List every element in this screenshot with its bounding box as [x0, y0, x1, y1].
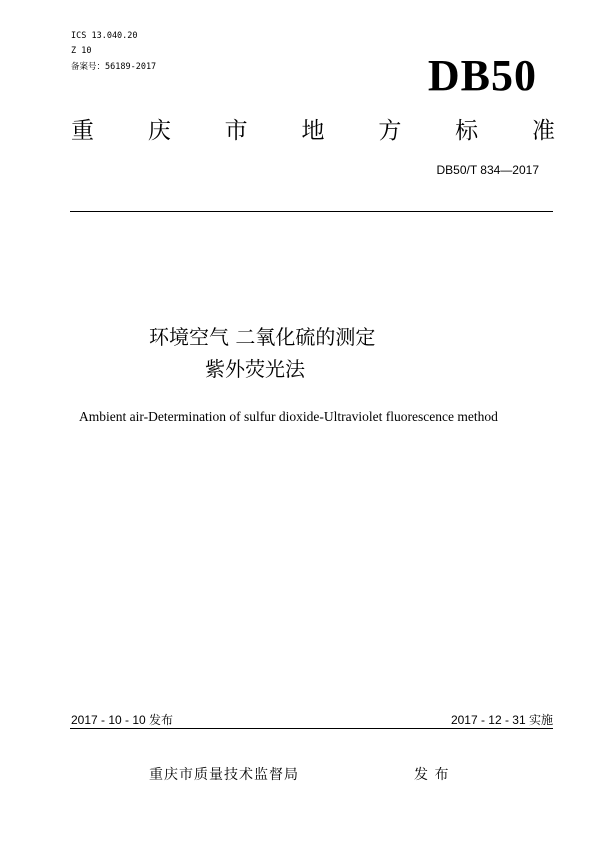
- implement-date: 2017 - 12 - 31 实施: [450, 713, 553, 727]
- category-char: 庆: [147, 118, 171, 144]
- category-char: 标: [455, 118, 479, 144]
- bottom-divider: [70, 728, 553, 729]
- category-char: 方: [378, 118, 402, 144]
- ics-code: ICS 13.040.20: [71, 31, 138, 41]
- category-char: 重: [71, 118, 94, 144]
- category-char: 地: [301, 118, 325, 144]
- title-chinese-line2: 紫外荧光法: [205, 357, 305, 381]
- category-char: 市: [224, 118, 248, 144]
- category-char: 准: [531, 118, 555, 144]
- standard-code-logo: DB50: [427, 51, 537, 100]
- publish-date: 2017 - 10 - 10 发布: [71, 713, 174, 727]
- record-number: 备案号：56189-2017: [71, 62, 157, 72]
- title-english: Ambient air-Determination of sulfur dioxide-Ultraviolet fluorescence method: [79, 409, 498, 424]
- standard-category: [71, 116, 555, 146]
- top-divider: [70, 211, 553, 212]
- ccs-code: Z 10: [71, 46, 92, 56]
- issue-label: 发 布: [414, 767, 450, 783]
- issuing-authority: 重庆市质量技术监督局: [149, 767, 299, 783]
- standard-number: DB50/T 834—2017: [436, 163, 539, 177]
- title-chinese-line1: 环境空气 二氧化硫的测定: [149, 325, 376, 349]
